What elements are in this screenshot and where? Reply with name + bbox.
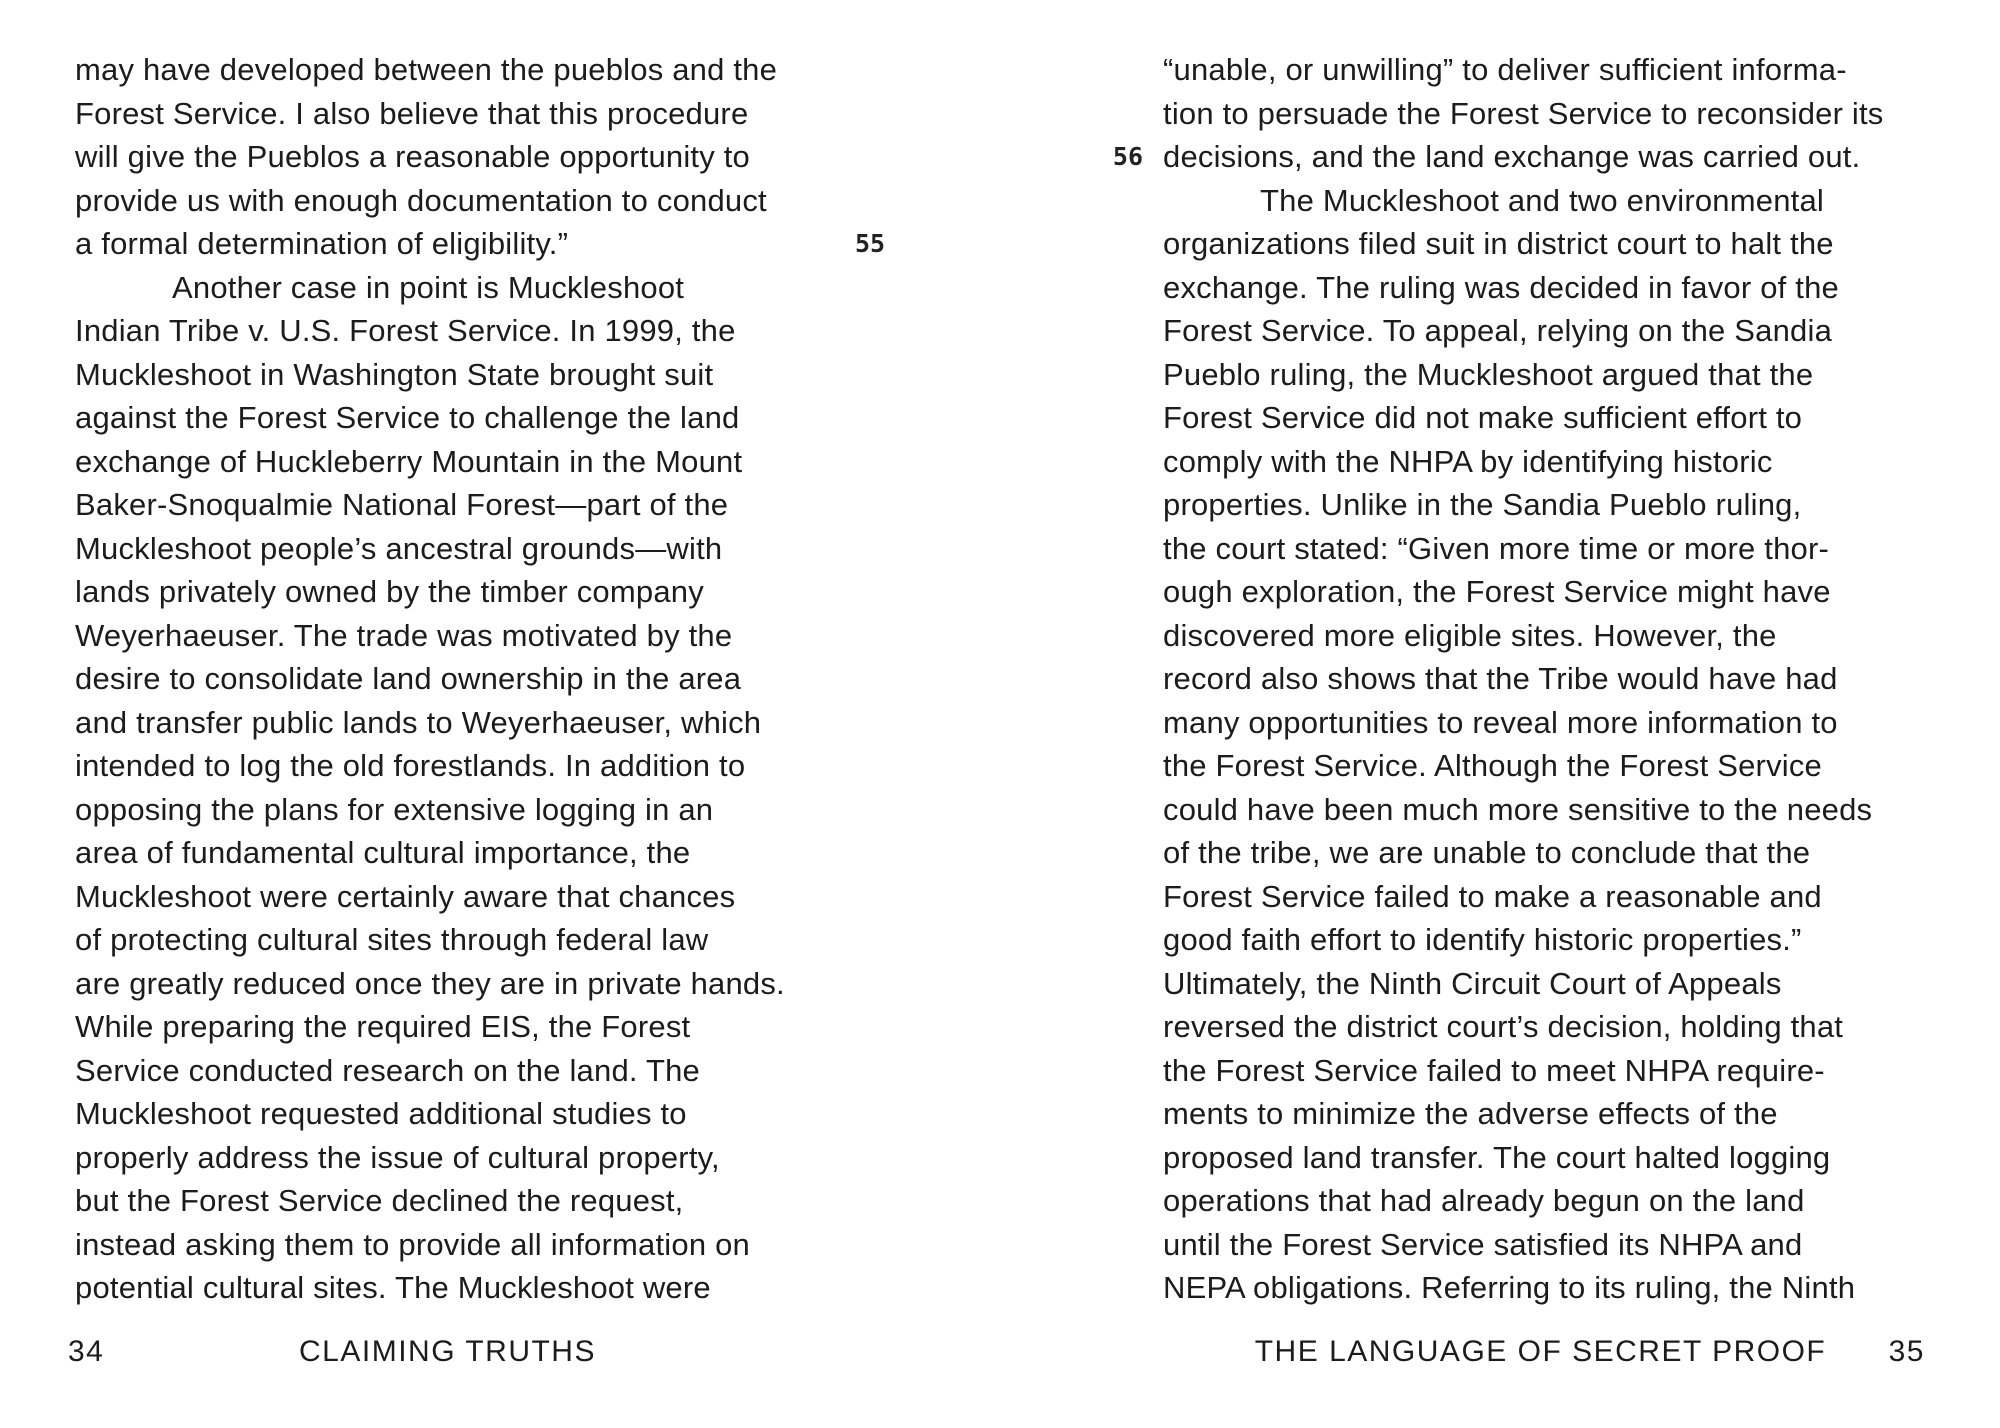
text-line: ments to minimize the adverse effects of the [1163,1096,1778,1131]
text-line: area of fundamental cultural importance, the [75,835,691,870]
text-line: ough exploration, the Forest Service might have [1163,574,1831,609]
running-title-left: CLAIMING TRUTHS [299,1335,596,1368]
text-line: Baker-Snoqualmie National Forest—part of the [75,487,729,522]
margin-note-55: 55 [855,229,886,258]
text-line: provide us with enough documentation to conduct [75,182,767,218]
text-line: the Forest Service. Although the Forest Service [1163,748,1822,783]
text-line: against the Forest Service to challenge the land [75,400,740,435]
text-line: opposing the plans for extensive logging in an [75,791,714,827]
text-line: tion to persuade the Forest Service to reconsider its [1163,95,1884,131]
text-line: While preparing the required EIS, the Forest [75,1009,691,1044]
text-line: comply with the NHPA by identifying historic [1163,443,1773,479]
text-line: could have been much more sensitive to the needs [1163,791,1873,827]
text-line: Forest Service failed to make a reasonable and [1163,878,1822,914]
left-page-text-column [75,48,820,1310]
text-line: intended to log the old forestlands. In addition to [75,748,746,783]
text-line: discovered more eligible sites. However, the [1163,617,1777,653]
text-line: desire to consolidate land ownership in the area [75,661,742,696]
text-line: Forest Service. To appeal, relying on the Sandia [1163,313,1833,348]
text-line: Muckleshoot requested additional studies to [75,1096,687,1131]
text-line: Muckleshoot in Washington State brought suit [75,356,714,392]
text-line: potential cultural sites. The Muckleshoot were [75,1270,711,1305]
right-page-text-column [1163,48,1918,1310]
page-number-left: 34 [68,1335,105,1368]
text-line: exchange of Huckleberry Mountain in the Mount [75,443,743,479]
text-line: Forest Service did not make sufficient effort to [1163,400,1803,435]
text-line: may have developed between the pueblos and the [75,52,778,87]
text-line: instead asking them to provide all information on [75,1226,750,1262]
text-line: Forest Service. I also believe that this procedure [75,95,749,131]
text-line: and transfer public lands to Weyerhaeuser, which [75,704,762,740]
text-line: exchange. The ruling was decided in favor of the [1163,269,1839,305]
text-line: the court stated: “Given more time or more thor- [1163,530,1830,566]
text-line: “unable, or unwilling” to deliver sufficient informa- [1163,52,1847,87]
text-line: reversed the district court’s decision, holding that [1163,1009,1844,1044]
margin-note-56: 56 [1112,142,1143,171]
text-line: Service conducted research on the land. The [75,1052,700,1088]
text-line: lands privately owned by the timber company [75,574,704,609]
text-line: Indian Tribe v. U.S. Forest Service. In 1999, the [75,313,736,348]
text-line: a formal determination of eligibility.” [75,226,569,261]
text-line: Ultimately, the Ninth Circuit Court of Appeals [1163,965,1782,1001]
text-line: NEPA obligations. Referring to its ruling, the Ninth [1163,1270,1856,1305]
text-line: Muckleshoot people’s ancestral grounds—with [75,530,723,566]
running-title-right: THE LANGUAGE OF SECRET PROOF [1254,1335,1827,1368]
text-line: properties. Unlike in the Sandia Pueblo ruling, [1163,487,1802,522]
text-line: many opportunities to reveal more information to [1163,704,1838,740]
text-line: Pueblo ruling, the Muckleshoot argued that the [1163,356,1814,392]
text-line: organizations filed suit in district court to halt the [1163,226,1834,261]
text-line: proposed land transfer. The court halted logging [1163,1139,1831,1175]
text-line: of protecting cultural sites through federal law [75,922,709,957]
text-line: record also shows that the Tribe would have had [1163,661,1838,696]
text-line: the Forest Service failed to meet NHPA require- [1163,1052,1825,1088]
page-number-right: 35 [1888,1335,1925,1368]
text-line: operations that had already begun on the land [1163,1183,1805,1218]
text-line: Another case in point is Muckleshoot [172,269,685,305]
text-line: are greatly reduced once they are in private hands. [75,965,785,1001]
text-line: The Muckleshoot and two environmental [1260,182,1824,218]
text-line: properly address the issue of cultural property, [75,1139,720,1175]
text-line: decisions, and the land exchange was carried out. [1163,139,1861,174]
text-line: good faith effort to identify historic properties.” [1163,922,1802,957]
text-line: will give the Pueblos a reasonable opportunity to [75,139,750,174]
text-line: of the tribe, we are unable to conclude that the [1163,835,1811,870]
text-line: Muckleshoot were certainly aware that chances [75,878,736,914]
text-line: Weyerhaeuser. The trade was motivated by the [75,617,733,653]
text-line: until the Forest Service satisfied its NHPA and [1163,1226,1803,1262]
text-line: but the Forest Service declined the request, [75,1183,684,1218]
